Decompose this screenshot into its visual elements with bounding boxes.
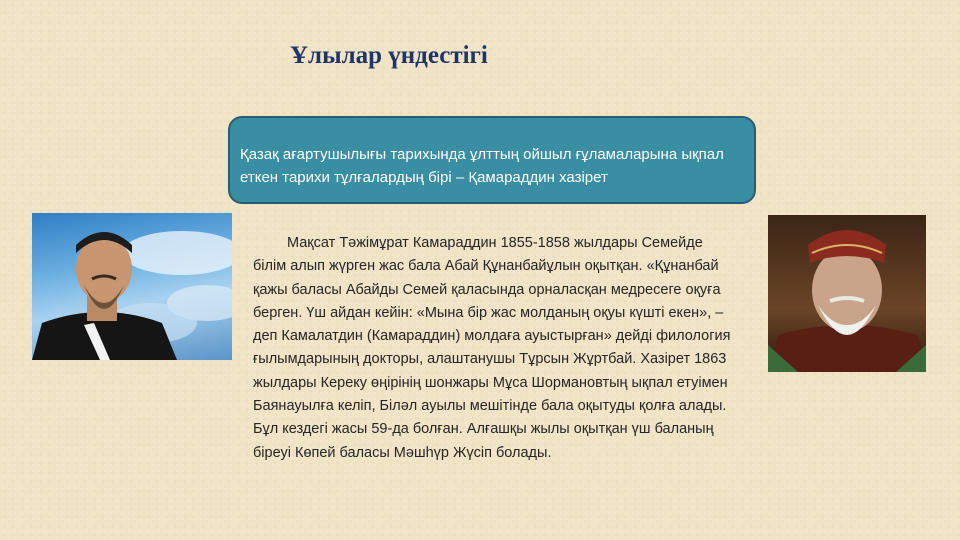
slide-title: Ұлылар үндестігі [290,42,488,69]
info-banner: Қазақ ағартушылығы тарихында ұлттың ойшыл ғұламаларына ықпал еткен тарихи тұлғалардың бірі – Қамараддин хазірет [228,116,756,204]
body-paragraph: Мақсат Тәжімұрат Камараддин 1855-1858 жылдары Семейде білім алып жүрген жас бала Абай Құнанбайұлын оқытқан. «Құнанбай қажы баласы Абайды Семей қаласында орналасқан медресеге оқуға берген. Үш айдан кейін: «Мына бір жас молданың оқуы күшті екен», – деп Камалатдин (Камараддин) молдаға ауыстырған» дейді филология ғылымдарының докторы, алаштанушы Тұрсын Жұртбай. Хазірет 1863 жылдары Кереку өңірінің шонжары Мұса Шормановтың ықпал етуімен Баянауылға келіп, Біләл ауылы мешітінде бала оқытуды қолға алады. Бұл кездегі жасы 59-да болған. Алғашқы жылы оқытқан үш баланың біреуі Көпей баласы Мәшһүр Жүсіп болады. [253,235,731,461]
portrait-left-image [32,213,232,360]
portrait-left-illustration [32,213,232,360]
portrait-right-illustration [768,215,926,372]
portrait-right-image [768,215,926,372]
